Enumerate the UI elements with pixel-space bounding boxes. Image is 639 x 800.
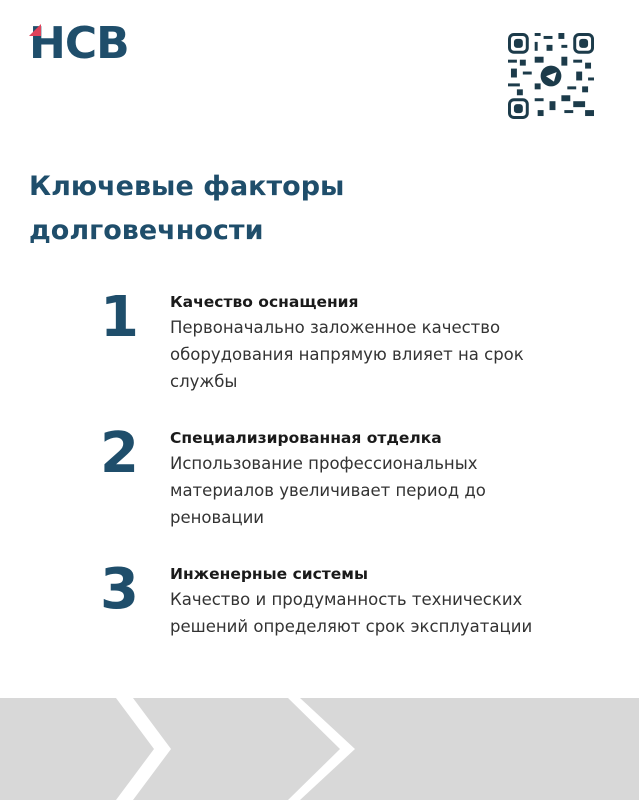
chevron-right-icon: [0, 698, 639, 800]
factor-number: 2: [100, 421, 139, 486]
logo-text: НСВ: [29, 18, 129, 69]
qr-code-icon[interactable]: [508, 33, 594, 119]
factor-item-2: [100, 421, 550, 531]
footer-band: [0, 698, 639, 800]
page-title: [29, 165, 344, 253]
factor-heading: Специализированная отделка: [170, 429, 442, 447]
factor-number: 3: [100, 557, 139, 622]
factor-heading: Инженерные системы: [170, 565, 368, 583]
factor-heading: Качество оснащения: [170, 293, 359, 311]
brand-logo: [29, 18, 129, 69]
factor-description: Первоначально заложенное качество оборудования напрямую влияет на срок службы: [170, 318, 524, 391]
factor-number: 1: [100, 285, 139, 350]
factor-description: Использование профессиональных материалов увеличивает период до реновации: [170, 454, 486, 527]
logo-accent-triangle: [29, 24, 41, 36]
title-line-2: долговечности: [29, 215, 264, 246]
factor-item-1: [100, 285, 550, 395]
factor-item-3: [100, 557, 550, 640]
title-line-1: Ключевые факторы: [29, 171, 345, 202]
factor-description: Качество и продуманность технических решений определяют срок эксплуатации: [170, 590, 533, 636]
